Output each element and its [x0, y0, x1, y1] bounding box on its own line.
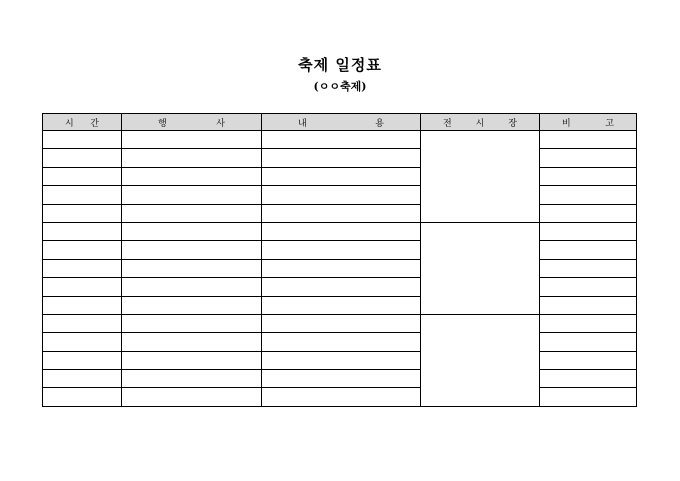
table-row [43, 222, 637, 240]
content-cell[interactable] [262, 259, 421, 277]
table-row [43, 333, 637, 351]
remarks-cell[interactable] [540, 149, 637, 167]
time-cell[interactable] [43, 222, 122, 240]
remarks-cell[interactable] [540, 314, 637, 332]
content-cell[interactable] [262, 186, 421, 204]
table-row [43, 204, 637, 222]
table-row [43, 278, 637, 296]
content-cell[interactable] [262, 241, 421, 259]
event-cell[interactable] [122, 351, 262, 369]
time-cell[interactable] [43, 333, 122, 351]
header-event-char: 행 [158, 118, 167, 129]
time-cell[interactable] [43, 149, 122, 167]
time-cell[interactable] [43, 167, 122, 185]
event-cell[interactable] [122, 204, 262, 222]
header-exhibition-char: 장 [508, 118, 517, 129]
event-cell[interactable] [122, 241, 262, 259]
content-cell[interactable] [262, 149, 421, 167]
remarks-cell[interactable] [540, 370, 637, 388]
remarks-cell[interactable] [540, 333, 637, 351]
event-cell[interactable] [122, 131, 262, 149]
remarks-cell[interactable] [540, 186, 637, 204]
header-time-char: 시 [65, 118, 74, 129]
event-cell[interactable] [122, 333, 262, 351]
content-cell[interactable] [262, 333, 421, 351]
time-cell[interactable] [43, 259, 122, 277]
time-cell[interactable] [43, 204, 122, 222]
table-row [43, 167, 637, 185]
event-cell[interactable] [122, 388, 262, 406]
header-remarks [540, 114, 637, 131]
table-row [43, 186, 637, 204]
header-exhibition-char: 전 [443, 118, 452, 129]
header-content-char: 용 [375, 118, 384, 129]
event-cell[interactable] [122, 278, 262, 296]
content-cell[interactable] [262, 370, 421, 388]
remarks-cell[interactable] [540, 241, 637, 259]
time-cell[interactable] [43, 314, 122, 332]
remarks-cell[interactable] [540, 259, 637, 277]
table-row [43, 131, 637, 149]
header-exhibition-hall [421, 114, 540, 131]
schedule-body [43, 131, 637, 407]
content-cell[interactable] [262, 204, 421, 222]
event-cell[interactable] [122, 149, 262, 167]
table-row [43, 296, 637, 314]
time-cell[interactable] [43, 186, 122, 204]
document-subtitle: (ㅇㅇ축제) [313, 80, 367, 93]
time-cell[interactable] [43, 278, 122, 296]
remarks-cell[interactable] [540, 388, 637, 406]
header-remarks-char: 고 [605, 118, 614, 129]
time-cell[interactable] [43, 370, 122, 388]
remarks-cell[interactable] [540, 204, 637, 222]
festival-schedule-table [42, 113, 637, 407]
table-row [43, 388, 637, 406]
remarks-cell[interactable] [540, 296, 637, 314]
event-cell[interactable] [122, 259, 262, 277]
exhibition-hall-cell[interactable] [421, 314, 540, 406]
event-cell[interactable] [122, 186, 262, 204]
header-remarks-char: 비 [562, 118, 571, 129]
header-event [122, 114, 262, 131]
time-cell[interactable] [43, 296, 122, 314]
time-cell[interactable] [43, 388, 122, 406]
event-cell[interactable] [122, 370, 262, 388]
content-cell[interactable] [262, 131, 421, 149]
table-row [43, 259, 637, 277]
content-cell[interactable] [262, 314, 421, 332]
header-content-char: 내 [298, 118, 307, 129]
time-cell[interactable] [43, 241, 122, 259]
content-cell[interactable] [262, 278, 421, 296]
event-cell[interactable] [122, 167, 262, 185]
remarks-cell[interactable] [540, 278, 637, 296]
header-row [43, 114, 637, 131]
table-row [43, 370, 637, 388]
exhibition-hall-cell[interactable] [421, 131, 540, 223]
table-row [43, 351, 637, 369]
header-event-char: 사 [216, 118, 225, 129]
remarks-cell[interactable] [540, 351, 637, 369]
table-row [43, 149, 637, 167]
content-cell[interactable] [262, 222, 421, 240]
remarks-cell[interactable] [540, 222, 637, 240]
event-cell[interactable] [122, 222, 262, 240]
event-cell[interactable] [122, 296, 262, 314]
content-cell[interactable] [262, 296, 421, 314]
table-row [43, 241, 637, 259]
content-cell[interactable] [262, 388, 421, 406]
header-content [262, 114, 421, 131]
content-cell[interactable] [262, 167, 421, 185]
header-exhibition-char: 시 [475, 118, 485, 129]
content-cell[interactable] [262, 351, 421, 369]
document-title: 축제 일정표 [298, 56, 382, 74]
remarks-cell[interactable] [540, 131, 637, 149]
time-cell[interactable] [43, 351, 122, 369]
exhibition-hall-cell[interactable] [421, 222, 540, 314]
remarks-cell[interactable] [540, 167, 637, 185]
event-cell[interactable] [122, 314, 262, 332]
time-cell[interactable] [43, 131, 122, 149]
header-time [43, 114, 122, 131]
header-time-char: 간 [90, 118, 99, 129]
table-row [43, 314, 637, 332]
